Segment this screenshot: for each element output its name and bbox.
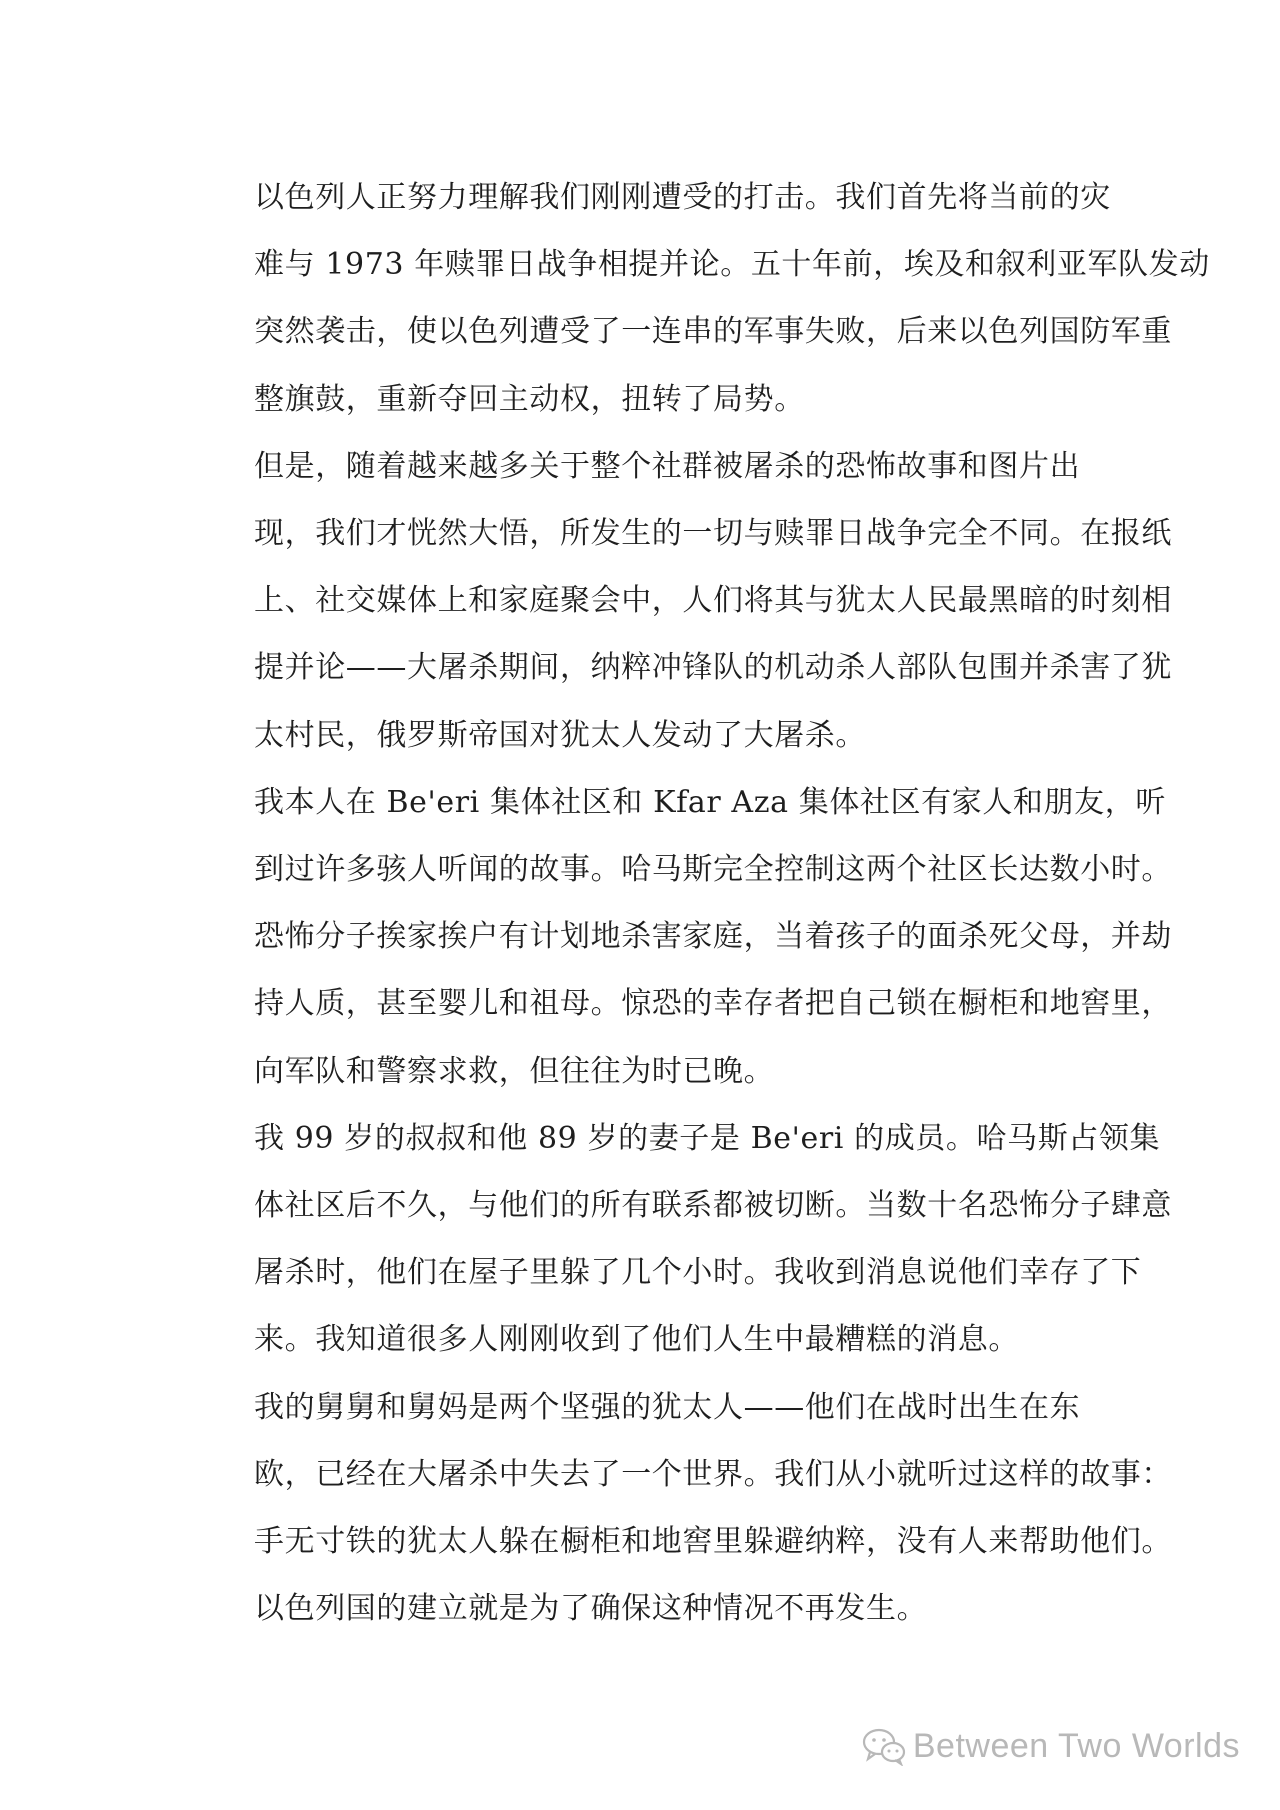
paragraph-2 (194, 433, 1172, 769)
text-line: 提并论——大屠杀期间，纳粹冲锋队的机动杀人部队包围并杀害了犹 (254, 650, 1172, 686)
text-line: 欧，已经在大屠杀中失去了一个世界。我们从小就听过这样的故事： (254, 1456, 1172, 1492)
watermark (861, 1726, 1240, 1766)
text-line: 但是，随着越来越多关于整个社群被屠杀的恐怖故事和图片出 (254, 448, 1081, 484)
paragraph-4 (194, 1105, 1172, 1374)
text-line: 手无寸铁的犹太人躲在橱柜和地窖里躲避纳粹，没有人来帮助他们。 (254, 1524, 1172, 1560)
text-line: 体社区后不久，与他们的所有联系都被切断。当数十名恐怖分子肆意 (254, 1188, 1172, 1224)
text-line: 屠杀时，他们在屋子里躲了几个小时。我收到消息说他们幸存了下 (254, 1255, 1142, 1291)
text-line: 我 99 岁的叔叔和他 89 岁的妻子是 Be'eri 的成员。哈马斯占领集 (254, 1120, 1161, 1156)
text-line: 到过许多骇人听闻的故事。哈马斯完全控制这两个社区长达数小时。 (254, 852, 1172, 888)
text-line: 持人质，甚至婴儿和祖母。惊恐的幸存者把自己锁在橱柜和地窖里， (254, 986, 1172, 1022)
watermark-text: Between Two Worlds (912, 1726, 1240, 1765)
text-line: 以色列人正努力理解我们刚刚遭受的打击。我们首先将当前的灾 (254, 180, 1111, 215)
text-line: 我本人在 Be'eri 集体社区和 Kfar Aza 集体社区有家人和朋友，听 (254, 784, 1166, 820)
text-line: 我的舅舅和舅妈是两个坚强的犹太人——他们在战时出生在东 (254, 1389, 1081, 1425)
text-line: 难与 1973 年赎罪日战争相提并论。五十年前，埃及和叙利亚军队发动 (254, 247, 1210, 283)
paragraph-5 (194, 1374, 1172, 1643)
text-line: 上、社交媒体上和家庭聚会中，人们将其与犹太人民最黑暗的时刻相 (254, 583, 1172, 619)
text-line: 恐怖分子挨家挨户有计划地杀害家庭，当着孩子的面杀死父母，并劫 (254, 919, 1172, 955)
text-line: 以色列国的建立就是为了确保这种情况不再发生。 (254, 1591, 928, 1627)
article-body (194, 164, 1210, 1642)
paragraph-3 (194, 769, 1172, 1105)
text-line: 突然袭击，使以色列遭受了一连串的军事失败，后来以色列国防军重 (254, 314, 1172, 350)
text-line: 现，我们才恍然大悟，所发生的一切与赎罪日战争完全不同。在报纸 (254, 516, 1172, 552)
text-line: 太村民，俄罗斯帝国对犹太人发动了大屠杀。 (254, 717, 866, 753)
text-line: 来。我知道很多人刚刚收到了他们人生中最糟糕的消息。 (254, 1322, 1019, 1358)
wechat-icon (861, 1726, 907, 1766)
text-line: 整旗鼓，重新夺回主动权，扭转了局势。 (254, 381, 805, 417)
paragraph-1 (194, 164, 1210, 433)
text-line: 向军队和警察求救，但往往为时已晚。 (254, 1053, 775, 1089)
